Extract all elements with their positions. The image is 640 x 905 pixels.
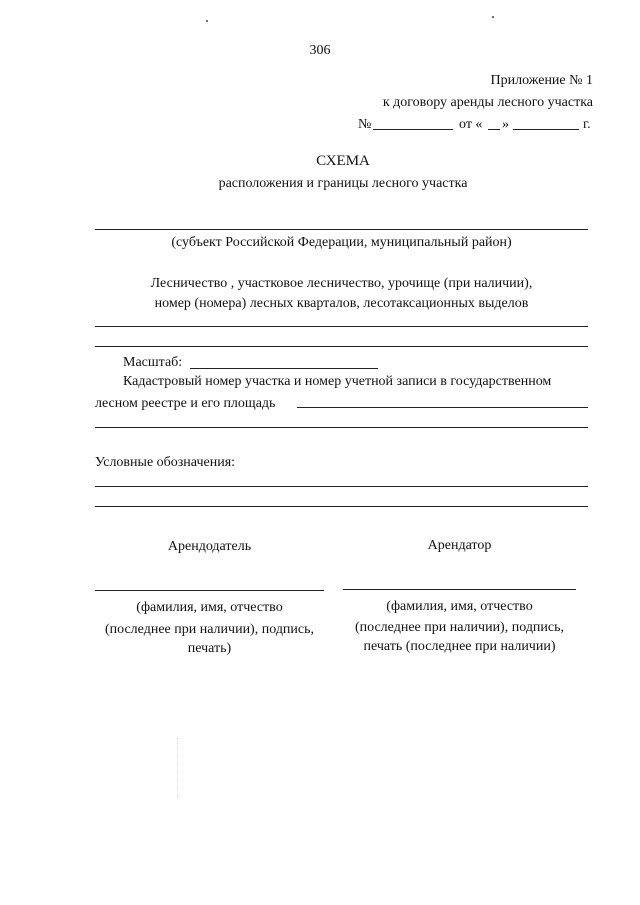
cadastral-line-1: Кадастровый номер участка и номер учетной записи в государственном: [123, 374, 552, 389]
lessor-signature-line[interactable]: [95, 590, 324, 591]
forestry-blank-line-2[interactable]: [95, 346, 588, 347]
legend-blank-line-1[interactable]: [95, 486, 588, 487]
lessor-caption-2: (последнее при наличии), подпись,: [104, 622, 315, 637]
lessee-caption-2: (последнее при наличии), подпись,: [354, 620, 565, 635]
lessor-caption-3: печать): [187, 641, 232, 656]
scale-label: Масштаб:: [123, 355, 183, 370]
annex-title: Приложение № 1: [490, 73, 593, 88]
scan-artifact: [177, 738, 178, 798]
lessor-title: Арендодатель: [167, 539, 252, 554]
lessee-caption-3: печать (последнее при наличии): [363, 639, 556, 654]
scan-speck: [492, 16, 494, 18]
cadastral-blank-line-2[interactable]: [95, 427, 588, 428]
subject-caption: (субъект Российской Федерации, муниципальный район): [171, 235, 512, 250]
lessor-caption-1: (фамилия, имя, отчество: [136, 600, 283, 615]
contract-number-blank[interactable]: [373, 129, 453, 130]
forestry-line-2: номер (номера) лесных кварталов, лесотаксационных выделов: [154, 296, 529, 311]
contract-day-blank[interactable]: [488, 129, 500, 130]
annex-contract-ref: к договору аренды лесного участка: [382, 95, 593, 110]
contract-month-blank[interactable]: [513, 129, 579, 130]
annex-number-label: №: [358, 117, 372, 132]
scale-blank[interactable]: [190, 368, 378, 369]
forestry-blank-line-1[interactable]: [95, 326, 588, 327]
lessee-signature-line[interactable]: [343, 589, 576, 590]
annex-date-mid: »: [502, 117, 509, 132]
lessee-caption-1: (фамилия, имя, отчество: [386, 599, 533, 614]
document-subtitle: расположения и границы лесного участка: [218, 176, 468, 191]
legend-label: Условные обозначения:: [95, 455, 236, 470]
legend-blank-line-2[interactable]: [95, 506, 588, 507]
forestry-line-1: Лесничество , участковое лесничество, урочище (при наличии),: [150, 276, 533, 291]
cadastral-line-2: лесном реестре и его площадь: [95, 396, 276, 411]
subject-blank-line[interactable]: [95, 229, 588, 230]
cadastral-blank[interactable]: [297, 407, 588, 408]
scan-speck: [206, 20, 208, 22]
annex-year-suffix: г.: [583, 117, 591, 132]
page-number: 306: [309, 43, 331, 58]
annex-date-label: от «: [459, 117, 483, 132]
document-title: СХЕМА: [316, 153, 370, 169]
lessee-title: Арендатор: [427, 538, 492, 553]
